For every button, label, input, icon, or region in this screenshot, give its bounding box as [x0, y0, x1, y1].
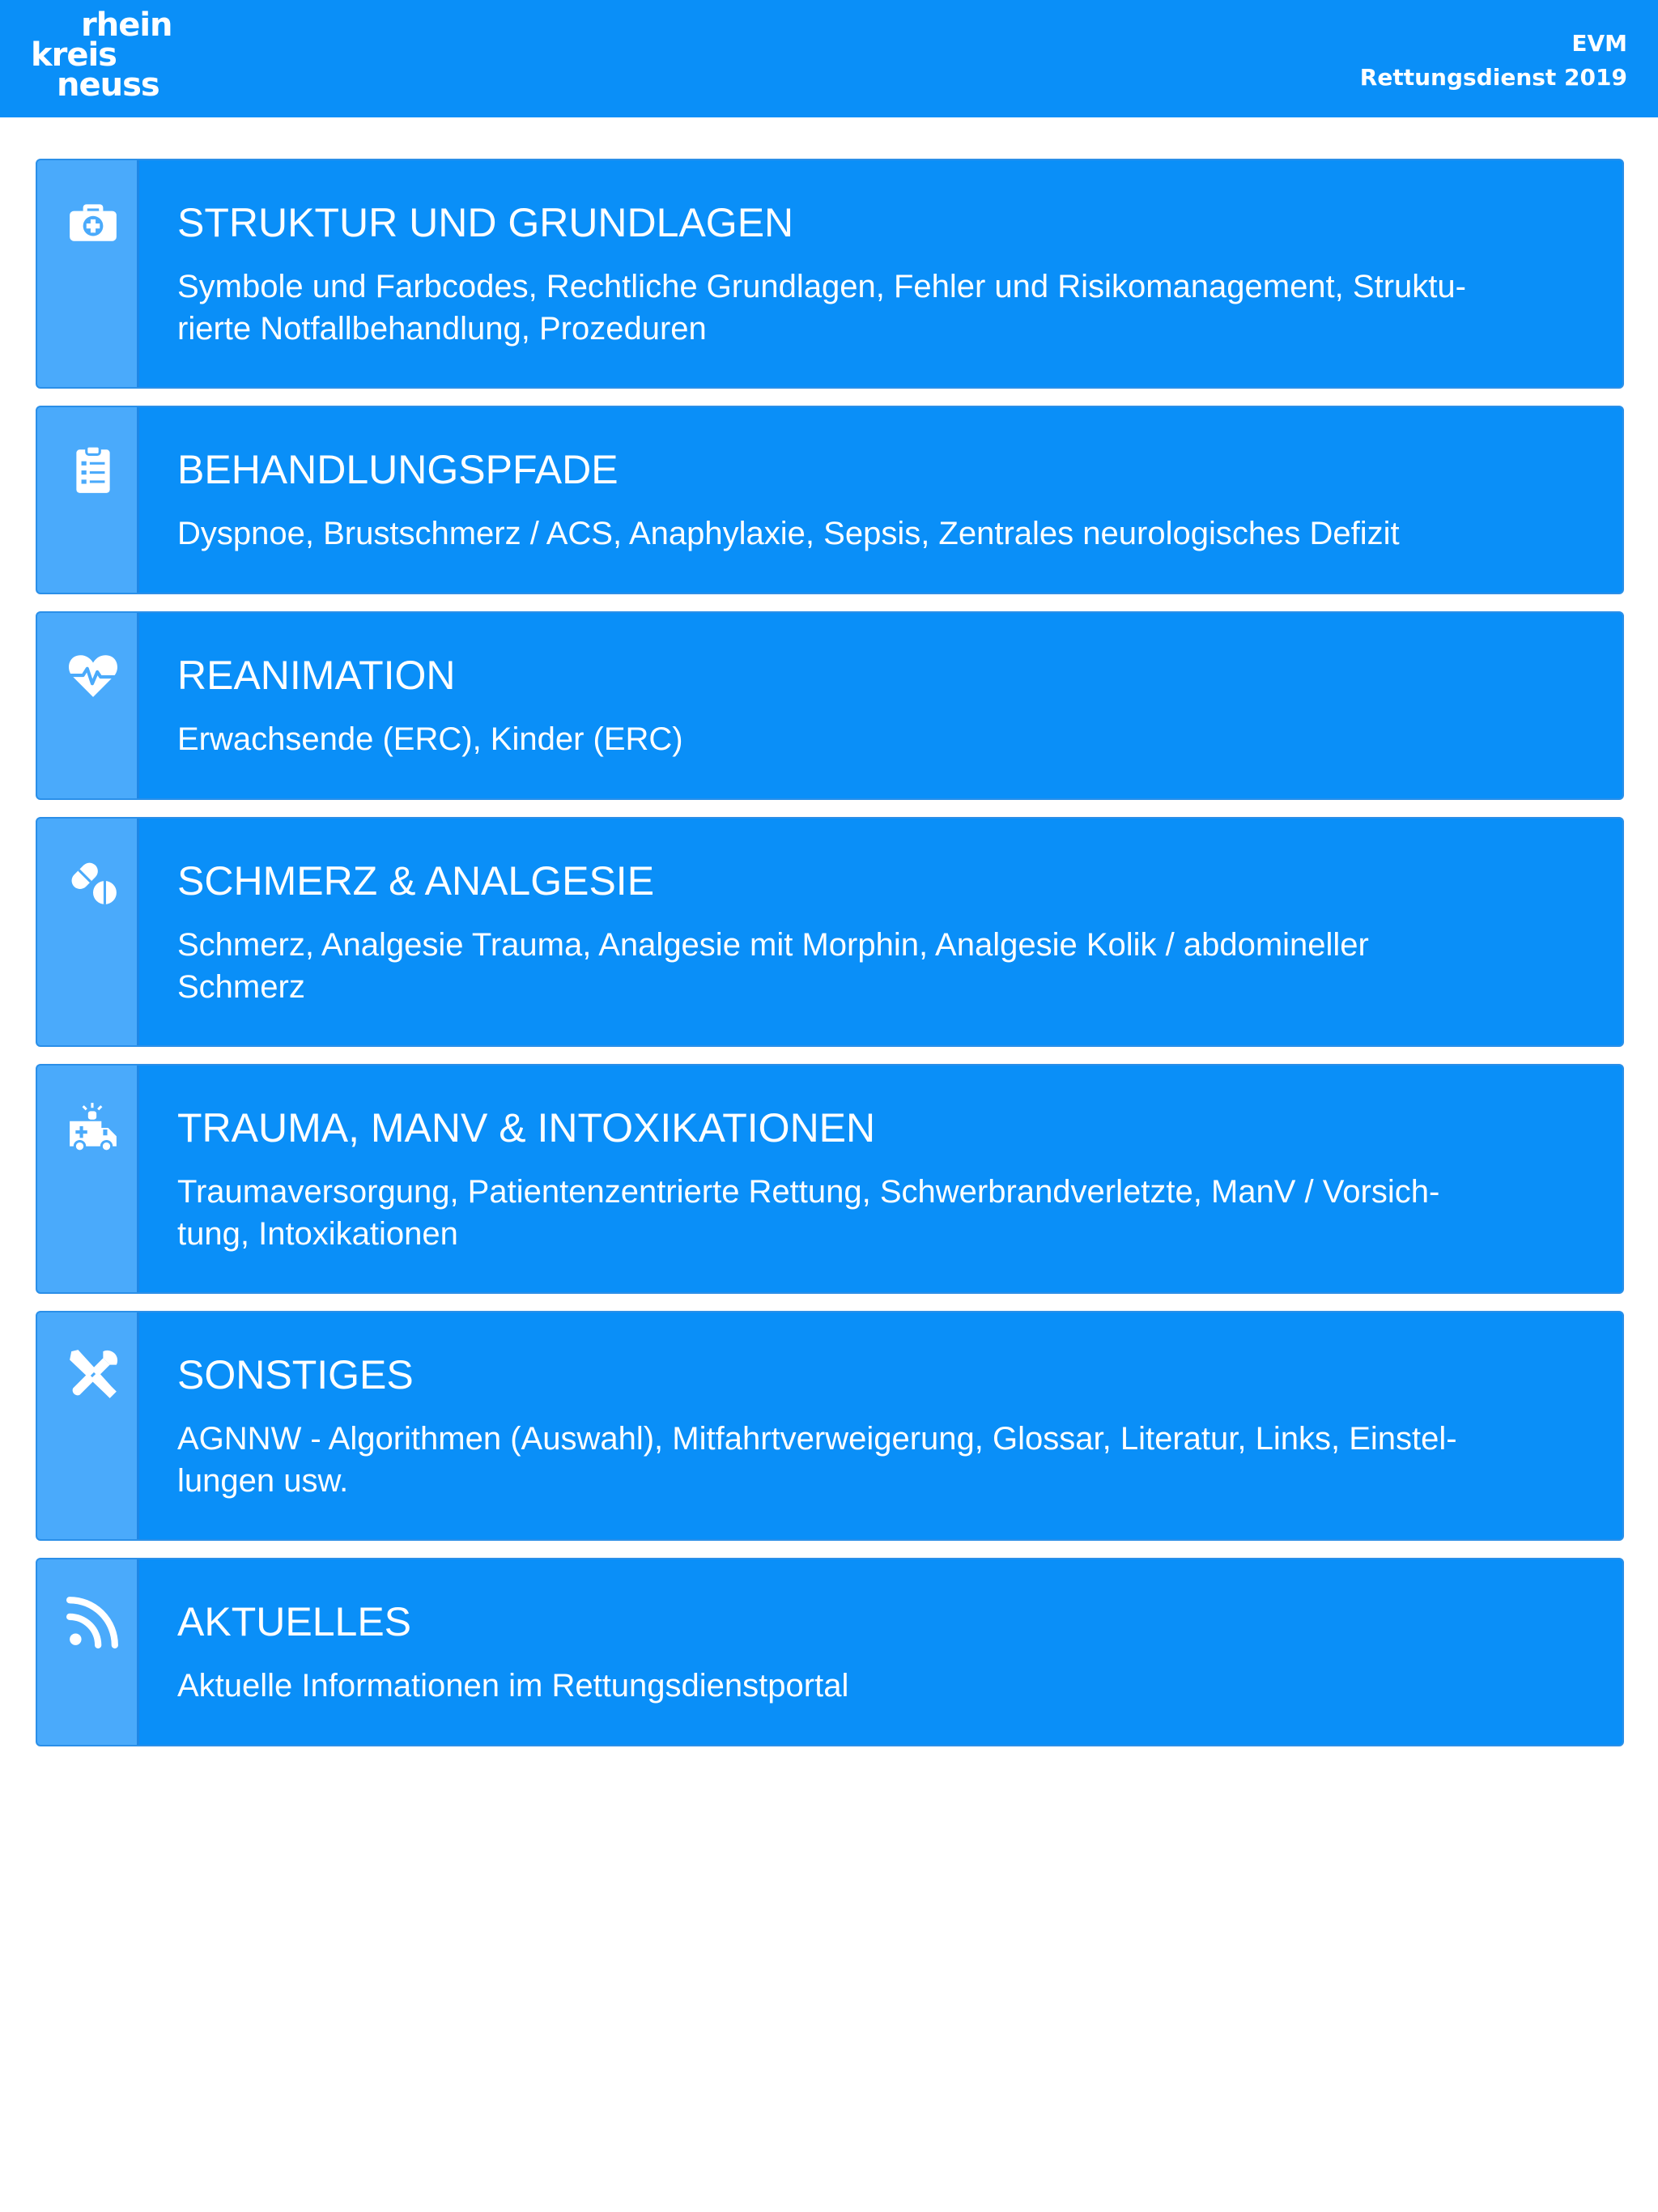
category-description: [177, 1171, 1586, 1255]
description-line: Erwachsende (ERC), Kinder (ERC): [177, 721, 683, 757]
category-description: [177, 718, 1586, 760]
category-icon-column: [37, 1559, 139, 1745]
header-app-subtitle: Rettungsdienst 2019: [1359, 64, 1627, 91]
logo-line-3: neuss: [57, 66, 159, 104]
category-description: [177, 513, 1586, 555]
description-line: tung, Intoxikationen: [177, 1216, 458, 1252]
description-line: Schmerz: [177, 969, 305, 1005]
ambulance-icon: [66, 1101, 120, 1155]
category-description: [177, 1665, 1586, 1707]
description-line: Traumaversorgung, Patientenzentrierte Rettung, Schwerbrandverletzte, ManV / Vorsich-: [177, 1174, 1440, 1210]
category-card-reanimation[interactable]: [36, 611, 1624, 800]
category-icon-column: [37, 160, 139, 387]
rss-feed-icon: [66, 1595, 120, 1648]
header-app-info: [1360, 27, 1627, 95]
category-card-aktuelles[interactable]: [36, 1558, 1624, 1746]
logo-line-2: kreis: [31, 36, 117, 74]
logo-line-1: rhein: [81, 6, 172, 44]
category-description: [177, 1418, 1586, 1502]
header-app-short-name: EVM: [1571, 30, 1627, 57]
category-title: REANIMATION: [177, 653, 456, 698]
category-description: [177, 924, 1586, 1008]
category-title: BEHANDLUNGSPFADE: [177, 447, 619, 492]
category-card-trauma[interactable]: [36, 1064, 1624, 1294]
description-line: lungen usw.: [177, 1463, 349, 1499]
category-title: AKTUELLES: [177, 1599, 412, 1644]
category-icon-column: [37, 407, 139, 593]
description-line: AGNNW - Algorithmen (Auswahl), Mitfahrtverweigerung, Glossar, Literatur, Links, Einstel-: [177, 1421, 1457, 1457]
category-card-struktur[interactable]: [36, 159, 1624, 389]
category-card-schmerz[interactable]: [36, 817, 1624, 1047]
category-description: [177, 266, 1586, 350]
pills-icon: [66, 854, 120, 908]
category-card-sonstiges[interactable]: [36, 1311, 1624, 1541]
description-line: Aktuelle Informationen im Rettungsdienstportal: [177, 1668, 849, 1704]
category-title: STRUKTUR UND GRUNDLAGEN: [177, 200, 794, 245]
description-line: Symbole und Farbcodes, Rechtliche Grundlagen, Fehler und Risikomanagement, Struktu-: [177, 269, 1466, 304]
clipboard-list-icon: [66, 443, 120, 496]
description-line: rierte Notfallbehandlung, Prozeduren: [177, 311, 707, 347]
category-icon-column: [37, 613, 139, 798]
heartbeat-icon: [66, 649, 120, 702]
category-title: SONSTIGES: [177, 1352, 414, 1397]
tools-icon: [66, 1348, 120, 1402]
category-icon-column: [37, 1066, 139, 1292]
category-icon-column: [37, 819, 139, 1045]
medical-kit-icon: [66, 196, 120, 249]
description-line: Schmerz, Analgesie Trauma, Analgesie mit Morphin, Analgesie Kolik / abdomineller: [177, 927, 1369, 963]
category-card-behandlungspfade[interactable]: [36, 406, 1624, 594]
app-header: [0, 0, 1658, 117]
category-title: SCHMERZ & ANALGESIE: [177, 858, 655, 904]
category-icon-column: [37, 1312, 139, 1539]
description-line: Dyspnoe, Brustschmerz / ACS, Anaphylaxie, Sepsis, Zentrales neurologisches Defizit: [177, 516, 1400, 551]
category-title: TRAUMA, MANV & INTOXIKATIONEN: [177, 1105, 876, 1151]
rhein-kreis-neuss-logo[interactable]: [31, 6, 185, 108]
